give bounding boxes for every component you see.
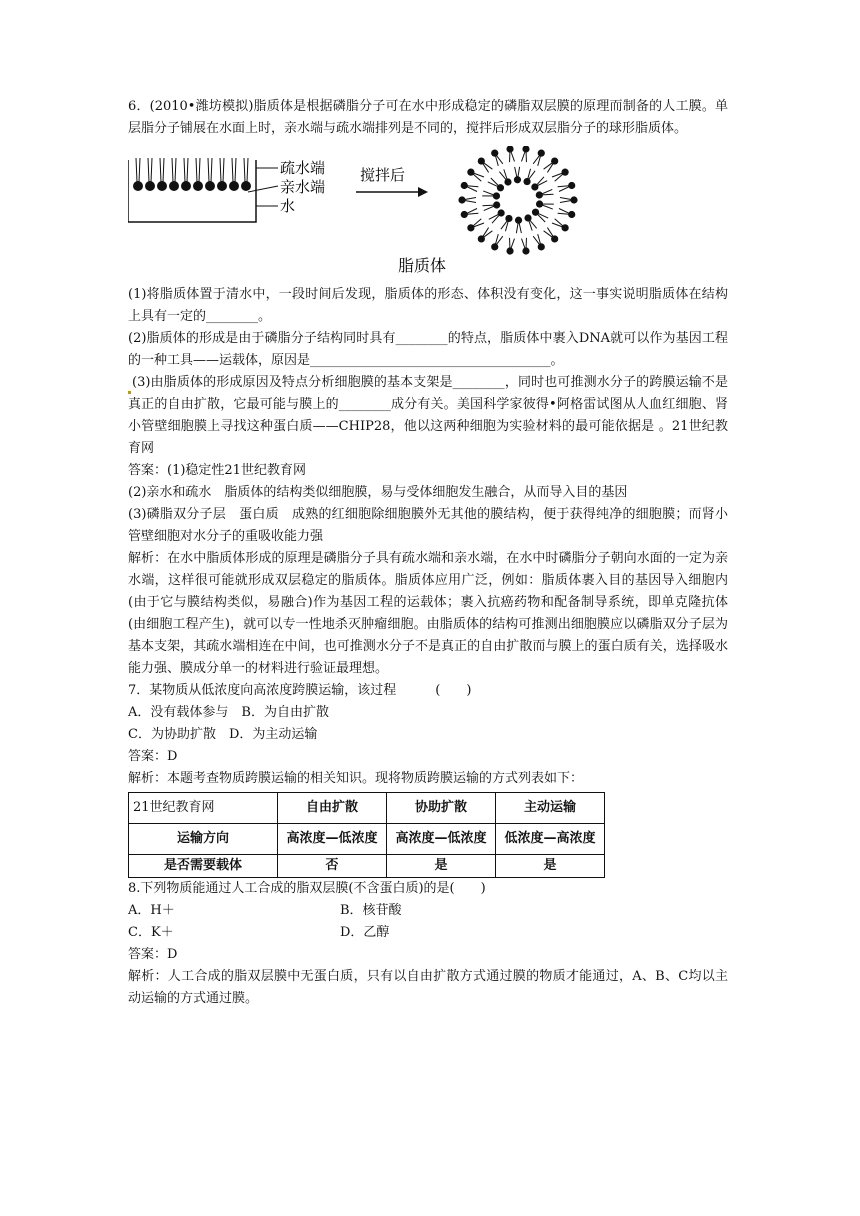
- phospholipid-molecule: [145, 158, 155, 191]
- phospholipid-molecule: [532, 209, 548, 222]
- q6-sub3-wrap: [128, 372, 728, 460]
- phospholipid-molecule: [458, 196, 476, 203]
- q6-analysis: 解析：在水中脂质体形成的原理是磷脂分子具有疏水端和亲水端，在水中时磷脂分子朝向水面的一定为亲水端，这样很可能就形成双层稳定的脂质体。脂质体应用广泛，例如：脂质体裹入目的基因导入细胞内(由于它与膜结构类似，易融合)作为基因工程的运载体；裹入抗癌药物和配备制导系统，即单克隆抗体(由细胞工程产生)，就可以专一性地杀灭肿瘤细胞。由脂质体的结构可推测出细胞膜应以磷脂双分子层为基本支架，其疏水端相连在中间，也可推测水分子不是真正的自由扩散而与膜上的蛋白质有关，选择吸水能力强、膜成分单一的材料进行验证最理想。: [128, 551, 728, 676]
- phospholipid-molecule: [558, 208, 576, 218]
- phospholipid-molecule: [491, 150, 503, 166]
- phospholipid-molecule: [514, 167, 521, 184]
- table-header-cell: 主动运输: [496, 793, 605, 824]
- phospholipid-molecule: [552, 169, 569, 182]
- phospholipid-molecule: [467, 219, 484, 232]
- q7-option-a: A．没有载体参与: [128, 705, 229, 720]
- q8-options-cd: [128, 922, 728, 944]
- table-row: [129, 824, 605, 855]
- phospholipid-molecule: [467, 169, 484, 182]
- phospholipid-molecule: [488, 178, 504, 191]
- stir-arrow-head: [418, 187, 428, 197]
- q6-sub1: (1)将脂质体置于清水中，一段时间后发现，脂质体的形态、体积没有变化，这一事实说明脂质体在结构上具有一定的________。: [128, 287, 728, 324]
- phospholipid-molecule: [229, 158, 239, 191]
- liposome-figure: [128, 146, 728, 276]
- q8-stem: 8.下列物质能通过人工合成的脂双层膜(不含蛋白质)的是( ): [128, 881, 486, 896]
- phospholipid-molecule: [181, 158, 191, 191]
- table-row: [129, 855, 605, 878]
- q8-option-d: D．乙醇: [340, 925, 390, 940]
- document-page: [128, 96, 728, 1010]
- phospholipid-molecule: [478, 157, 493, 172]
- liposome-sphere: [458, 146, 577, 255]
- q7-analysis: 解析：本题考查物质跨膜运输的相关知识。现将物质跨膜运输的方式列表如下：: [128, 771, 584, 786]
- phospholipid-molecule: [461, 208, 479, 218]
- table-cell: 高浓度—低浓度: [387, 824, 496, 855]
- table-corner-cell: 21世纪教育网: [129, 793, 278, 824]
- phospholipid-molecule: [217, 158, 227, 191]
- phospholipid-molecule: [544, 228, 559, 243]
- table-header-cell: 协助扩散: [387, 793, 496, 824]
- q6-sub3: (3)由脂质体的形成原因及特点分析细胞膜的基本支架是________，同时也可推测水分子的跨膜运输不是真正的自由扩散，它最可能与膜上的________成分有关。美国科学家彼得•阿格雷试图从人血红细胞、肾小管壁细胞膜上寻找这种蛋白质——CHIP28，他以这两种细胞为实验材料的最可能依据是 。21世纪教育网: [128, 375, 728, 456]
- q7-option-b: B．为自由扩散: [241, 705, 329, 720]
- marker-dot: [128, 391, 131, 394]
- phospholipid-molecule: [522, 146, 530, 162]
- q6-sub2: (2)脂质体的形成是由于磷脂分子结构同时具有________的特点，脂质体中裹入DNA就可以作为基因工程的一种工具——运载体，原因是_____________________________________。: [128, 331, 728, 368]
- q8-option-c: C．K＋: [128, 925, 174, 940]
- table-cell: 低浓度—高浓度: [496, 824, 605, 855]
- q7-stem: 7．某物质从低浓度向高浓度跨膜运输，该过程 ( ): [128, 683, 472, 698]
- phospholipid-molecule: [501, 215, 513, 231]
- table-cell: 高浓度—低浓度: [278, 824, 387, 855]
- phospholipid-monolayer: [133, 158, 251, 191]
- label-hydrophobic: 疏水端: [280, 159, 326, 177]
- q7-option-d: D．为主动运输: [228, 727, 318, 742]
- q7-options-cd: [128, 724, 728, 746]
- transport-comparison-table: [128, 792, 605, 878]
- table-row-label: 是否需要载体: [129, 855, 278, 878]
- phospholipid-molecule: [536, 200, 554, 209]
- q6-intro: 6．(2010•潍坊模拟)脂质体是根据磷脂分子可在水中形成稳定的磷脂双层膜的原理而制备的人工膜。单层脂分子铺展在水面上时，亲水端与疏水端排列是不同的，搅拌后形成双层脂分子的球形脂质体。: [128, 99, 728, 136]
- label-water: 水: [280, 197, 296, 215]
- q8-analysis: 解析：人工合成的脂双层膜中无蛋白质，只有以自由扩散方式通过膜的物质才能通过，A、B、C均以主动运输的方式通过膜。: [128, 969, 728, 1006]
- phospholipid-molecule: [506, 146, 514, 162]
- phospholipid-molecule: [157, 158, 167, 191]
- q8-answer: 答案：D: [128, 947, 178, 962]
- table-header-row: [129, 793, 605, 824]
- table-header-cell: 自由扩散: [278, 793, 387, 824]
- phospholipid-molecule: [560, 196, 578, 203]
- phospholipid-molecule: [461, 182, 479, 192]
- phospholipid-molecule: [506, 238, 514, 255]
- phospholipid-molecule: [193, 158, 203, 191]
- phospholipid-molecule: [531, 177, 547, 191]
- q8-option-a: A．H＋: [128, 903, 175, 918]
- q6-ans2: (2)亲水和疏水 脂质体的结构类似细胞膜，易与受体细胞发生融合，从而导入目的基因: [128, 485, 628, 500]
- phospholipid-molecule: [205, 158, 215, 191]
- phospholipid-molecule: [499, 169, 511, 185]
- phospholipid-molecule: [552, 219, 569, 232]
- table-cell: 是: [387, 855, 496, 878]
- q8-options-ab: [128, 900, 728, 922]
- phospholipid-molecule: [523, 169, 535, 185]
- phospholipid-molecule: [515, 217, 522, 234]
- q6-ans1: 答案：(1)稳定性21世纪教育网: [128, 463, 306, 478]
- table-cell: 否: [278, 855, 387, 878]
- phospholipid-molecule: [558, 182, 576, 192]
- phospholipid-molecule: [491, 234, 503, 250]
- phospholipid-molecule: [544, 157, 559, 172]
- phospholipid-molecule: [524, 214, 536, 230]
- phospholipid-molecule: [533, 234, 545, 250]
- label-hydrophilic: 亲水端: [280, 178, 326, 196]
- q7-option-c: C．为协助扩散: [128, 727, 216, 742]
- label-stirring: 搅拌后: [360, 166, 406, 184]
- phospholipid-molecule: [478, 228, 493, 243]
- phospholipid-molecule: [522, 238, 530, 255]
- phospholipid-molecule: [169, 158, 179, 191]
- q7-answer: 答案：D: [128, 749, 178, 764]
- phospholipid-molecule: [482, 201, 500, 210]
- q6-ans3: (3)磷脂双分子层 蛋白质 成熟的红细胞除细胞膜外无其他的膜结构，便于获得纯净的细胞膜；而肾小管壁细胞对水分子的重吸收能力强: [128, 507, 728, 544]
- table-cell: 是: [496, 855, 605, 878]
- q7-options-ab: [128, 702, 728, 724]
- phospholipid-molecule: [241, 158, 251, 191]
- phospholipid-molecule: [133, 158, 143, 191]
- phospholipid-molecule: [482, 191, 500, 200]
- phospholipid-molecule: [536, 189, 554, 198]
- q8-option-b: B．核苷酸: [340, 903, 402, 918]
- water-container: [128, 160, 256, 222]
- label-liposome: 脂质体: [398, 256, 447, 275]
- table-row-label: 运输方向: [129, 824, 278, 855]
- phospholipid-molecule: [489, 209, 505, 223]
- liposome-diagram: [128, 146, 728, 276]
- phospholipid-molecule: [533, 150, 545, 166]
